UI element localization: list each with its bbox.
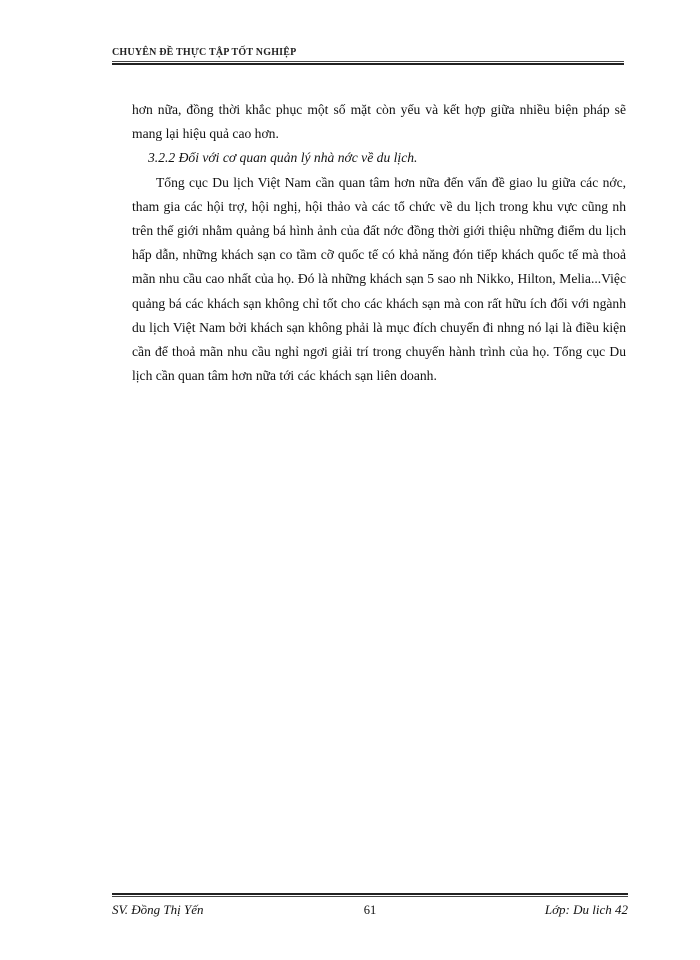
page-number: 61 <box>363 903 377 917</box>
footer-class: Lớp: Du lich 42 <box>544 902 628 917</box>
page-body <box>132 98 626 388</box>
continuation-paragraph: hơn nữa, đồng thời khắc phục một số mặt còn yếu và kết hợp giữa nhiều biện pháp sẽ mang lại hiệu quả cao hơn. <box>132 102 626 142</box>
page-header <box>112 47 632 58</box>
body-paragraph: Tổng cục Du lịch Việt Nam cần quan tâm hơn nữa đến vấn đề giao lu giữa các nớc, tham gia các hội trợ, hội nghị, hội thảo và các tổ chức về du lịch trong khu vực cũng nh trên thế giới nhằm quảng bá hình ảnh của đất nớc đồng thời giới thiệu những điểm du lịch hấp dẫn, những khách sạn co tầm cỡ quốc tế có khả năng đón tiếp khách quốc tế mà thoả mãn nhu cầu cao nhất của họ. Đó là những khách sạn 5 sao nh Nikko, Hilton, Melia...Việc quảng bá các khách sạn không chỉ tốt cho các khách sạn mà con rất hữu ích đối với ngành du lịch Việt Nam bởi khách sạn không phải là mục đích chuyến đi nhng nó lại là điều kiện cần để thoả mãn nhu cầu nghỉ ngơi giải trí trong chuyến hành trình của họ. Tổng cục Du lịch cần quan tâm hơn nữa tới các khách sạn liên doanh. <box>132 174 626 384</box>
footer-rule <box>112 893 628 897</box>
footer-row <box>112 902 628 922</box>
header-rule <box>112 61 624 65</box>
footer-author: SV. Đồng Thị Yến <box>112 902 204 917</box>
header-title: CHUYÊN ĐỀ THỰC TẬP TỐT NGHIỆP <box>112 47 297 58</box>
section-subheading: 3.2.2 Đối với cơ quan quản lý nhà nớc về du lịch. <box>148 150 418 166</box>
